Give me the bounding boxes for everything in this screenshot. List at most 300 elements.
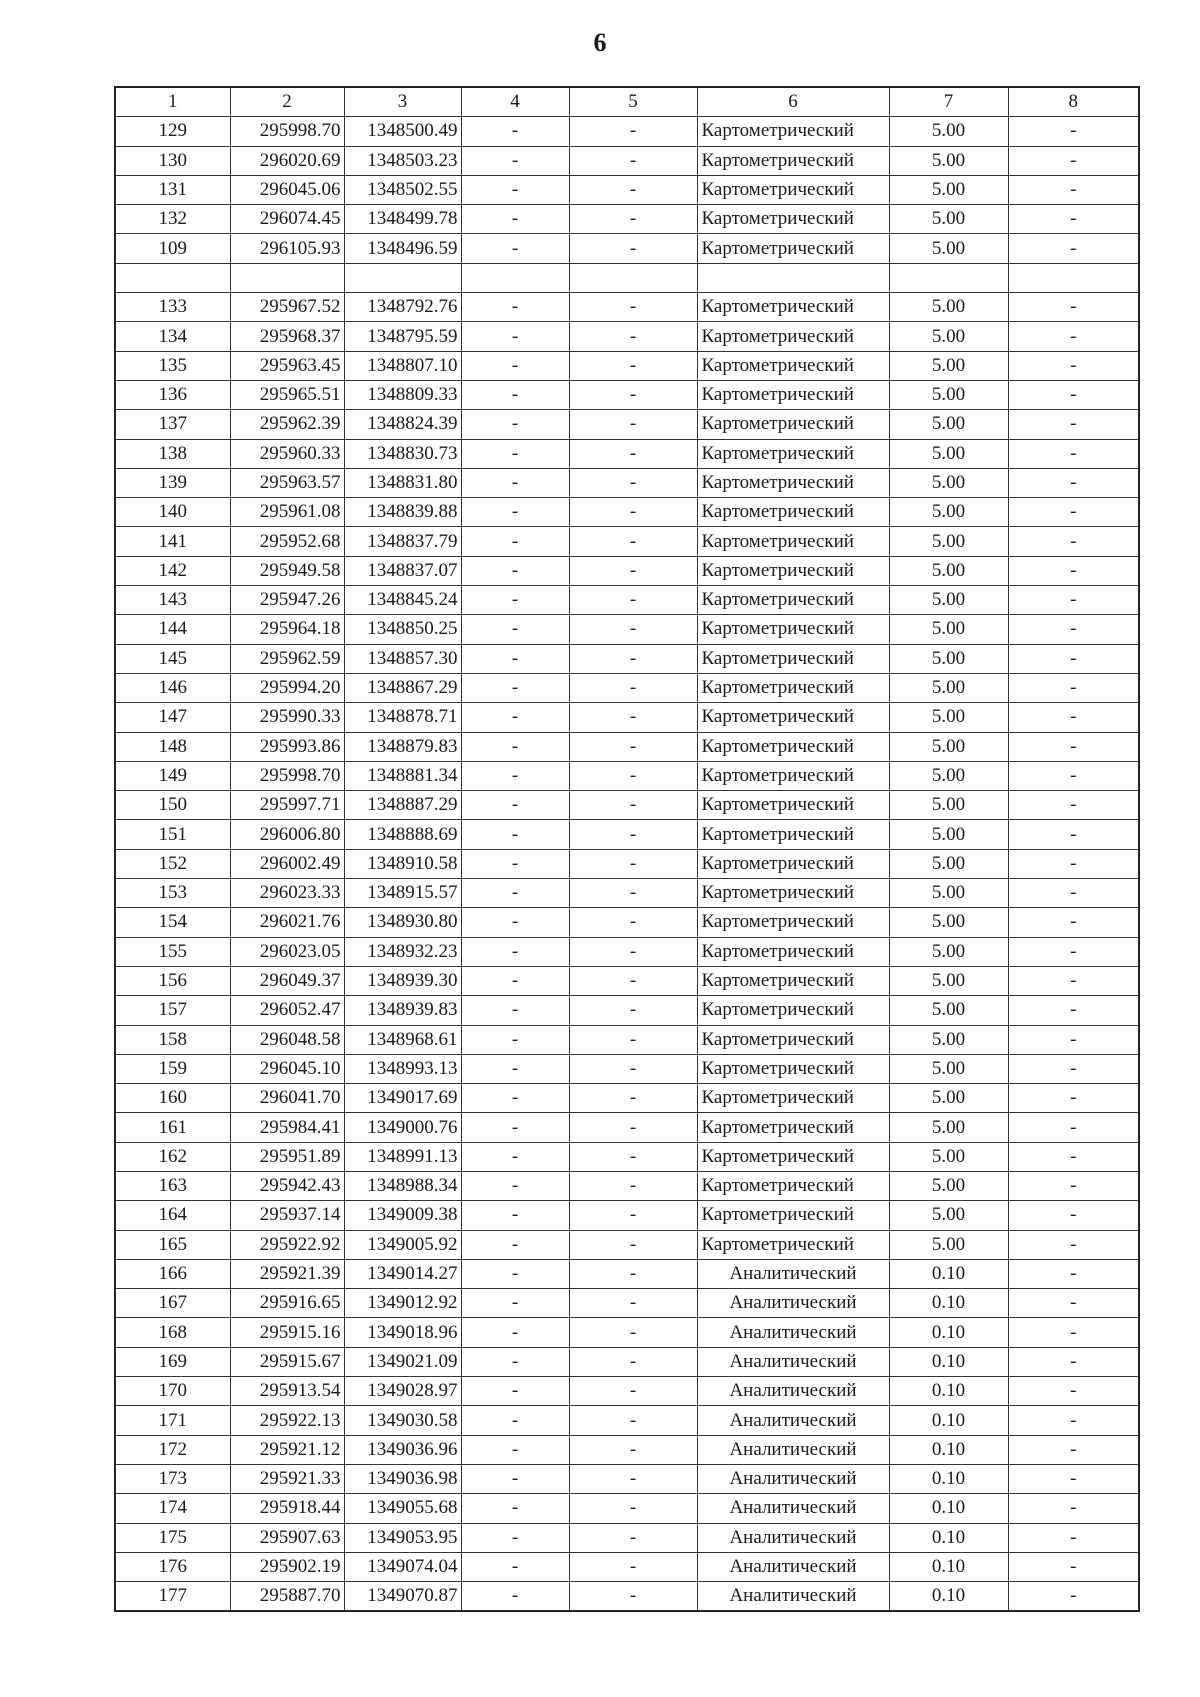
point-number-cell: 177 bbox=[115, 1582, 230, 1612]
table-row bbox=[115, 761, 1139, 790]
col4-cell: - bbox=[461, 1113, 569, 1142]
col4-cell: - bbox=[461, 1523, 569, 1552]
method-cell: Картометрический bbox=[697, 791, 889, 820]
method-cell: Картометрический bbox=[697, 527, 889, 556]
col8-cell: - bbox=[1008, 937, 1139, 966]
precision-cell: 5.00 bbox=[889, 205, 1008, 234]
method-cell: Картометрический bbox=[697, 410, 889, 439]
col5-cell: - bbox=[569, 175, 697, 204]
col8-cell: - bbox=[1008, 1084, 1139, 1113]
point-number-cell: 170 bbox=[115, 1377, 230, 1406]
point-number-cell: 145 bbox=[115, 644, 230, 673]
col5-cell: - bbox=[569, 703, 697, 732]
method-cell: Картометрический bbox=[697, 322, 889, 351]
method-cell bbox=[697, 263, 889, 292]
col4-cell: - bbox=[461, 615, 569, 644]
x-coordinate-cell: 295949.58 bbox=[230, 556, 344, 585]
col5-cell: - bbox=[569, 1142, 697, 1171]
precision-cell: 0.10 bbox=[889, 1435, 1008, 1464]
x-coordinate-cell: 295902.19 bbox=[230, 1552, 344, 1581]
col8-cell: - bbox=[1008, 1377, 1139, 1406]
y-coordinate-cell: 1348857.30 bbox=[344, 644, 461, 673]
table-row bbox=[115, 1084, 1139, 1113]
precision-cell: 5.00 bbox=[889, 791, 1008, 820]
y-coordinate-cell: 1348968.61 bbox=[344, 1025, 461, 1054]
point-number-cell: 152 bbox=[115, 849, 230, 878]
col5-cell: - bbox=[569, 410, 697, 439]
col8-cell: - bbox=[1008, 1464, 1139, 1493]
col4-cell: - bbox=[461, 468, 569, 497]
y-coordinate-cell: 1348839.88 bbox=[344, 498, 461, 527]
precision-cell: 5.00 bbox=[889, 937, 1008, 966]
x-coordinate-cell: 296048.58 bbox=[230, 1025, 344, 1054]
point-number-cell: 143 bbox=[115, 586, 230, 615]
y-coordinate-cell: 1348915.57 bbox=[344, 879, 461, 908]
col4-cell: - bbox=[461, 1201, 569, 1230]
col5-cell: - bbox=[569, 234, 697, 263]
col4-cell: - bbox=[461, 146, 569, 175]
y-coordinate-cell: 1349030.58 bbox=[344, 1406, 461, 1435]
method-cell: Картометрический bbox=[697, 1230, 889, 1259]
y-coordinate-cell: 1349009.38 bbox=[344, 1201, 461, 1230]
col4-cell: - bbox=[461, 322, 569, 351]
y-coordinate-cell: 1349005.92 bbox=[344, 1230, 461, 1259]
col4-cell: - bbox=[461, 1142, 569, 1171]
table-row bbox=[115, 1289, 1139, 1318]
precision-cell: 5.00 bbox=[889, 410, 1008, 439]
method-cell: Аналитический bbox=[697, 1494, 889, 1523]
col5-cell: - bbox=[569, 1318, 697, 1347]
table-row bbox=[115, 1142, 1139, 1171]
method-cell: Картометрический bbox=[697, 761, 889, 790]
col8-cell: - bbox=[1008, 439, 1139, 468]
col8-cell: - bbox=[1008, 556, 1139, 585]
y-coordinate-cell: 1348888.69 bbox=[344, 820, 461, 849]
precision-cell: 5.00 bbox=[889, 996, 1008, 1025]
col8-cell: - bbox=[1008, 1171, 1139, 1200]
table-row bbox=[115, 175, 1139, 204]
y-coordinate-cell: 1348831.80 bbox=[344, 468, 461, 497]
point-number-cell: 154 bbox=[115, 908, 230, 937]
col5-cell: - bbox=[569, 556, 697, 585]
y-coordinate-cell: 1349028.97 bbox=[344, 1377, 461, 1406]
y-coordinate-cell: 1348795.59 bbox=[344, 322, 461, 351]
col8-cell: - bbox=[1008, 527, 1139, 556]
point-number-cell: 160 bbox=[115, 1084, 230, 1113]
method-cell: Аналитический bbox=[697, 1347, 889, 1376]
col4-cell: - bbox=[461, 1054, 569, 1083]
precision-cell: 5.00 bbox=[889, 439, 1008, 468]
x-coordinate-cell: 296045.06 bbox=[230, 175, 344, 204]
col8-cell: - bbox=[1008, 1582, 1139, 1612]
y-coordinate-cell: 1348930.80 bbox=[344, 908, 461, 937]
point-number-cell: 158 bbox=[115, 1025, 230, 1054]
method-cell: Аналитический bbox=[697, 1464, 889, 1493]
point-number-cell bbox=[115, 263, 230, 292]
precision-cell: 5.00 bbox=[889, 1025, 1008, 1054]
table-row bbox=[115, 1582, 1139, 1612]
table-row bbox=[115, 1259, 1139, 1288]
x-coordinate-cell: 295916.65 bbox=[230, 1289, 344, 1318]
col8-cell: - bbox=[1008, 761, 1139, 790]
column-header: 5 bbox=[569, 87, 697, 117]
method-cell: Аналитический bbox=[697, 1259, 889, 1288]
point-number-cell: 174 bbox=[115, 1494, 230, 1523]
y-coordinate-cell: 1348881.34 bbox=[344, 761, 461, 790]
col8-cell: - bbox=[1008, 732, 1139, 761]
method-cell: Картометрический bbox=[697, 351, 889, 380]
precision-cell: 5.00 bbox=[889, 175, 1008, 204]
precision-cell: 5.00 bbox=[889, 556, 1008, 585]
table-row bbox=[115, 117, 1139, 146]
precision-cell: 5.00 bbox=[889, 1171, 1008, 1200]
x-coordinate-cell: 295942.43 bbox=[230, 1171, 344, 1200]
col5-cell: - bbox=[569, 1259, 697, 1288]
col4-cell: - bbox=[461, 791, 569, 820]
x-coordinate-cell: 295993.86 bbox=[230, 732, 344, 761]
y-coordinate-cell: 1348499.78 bbox=[344, 205, 461, 234]
table-row bbox=[115, 820, 1139, 849]
col4-cell: - bbox=[461, 380, 569, 409]
col5-cell: - bbox=[569, 586, 697, 615]
table-row bbox=[115, 791, 1139, 820]
col8-cell: - bbox=[1008, 1113, 1139, 1142]
x-coordinate-cell: 295913.54 bbox=[230, 1377, 344, 1406]
x-coordinate-cell: 295997.71 bbox=[230, 791, 344, 820]
col4-cell: - bbox=[461, 1377, 569, 1406]
y-coordinate-cell bbox=[344, 263, 461, 292]
precision-cell: 0.10 bbox=[889, 1318, 1008, 1347]
method-cell: Аналитический bbox=[697, 1435, 889, 1464]
y-coordinate-cell: 1348792.76 bbox=[344, 293, 461, 322]
x-coordinate-cell: 295964.18 bbox=[230, 615, 344, 644]
col4-cell: - bbox=[461, 1582, 569, 1612]
x-coordinate-cell: 296045.10 bbox=[230, 1054, 344, 1083]
col8-cell: - bbox=[1008, 1552, 1139, 1581]
col8-cell: - bbox=[1008, 322, 1139, 351]
point-number-cell: 159 bbox=[115, 1054, 230, 1083]
col4-cell: - bbox=[461, 498, 569, 527]
col4-cell: - bbox=[461, 820, 569, 849]
precision-cell: 0.10 bbox=[889, 1464, 1008, 1493]
point-number-cell: 137 bbox=[115, 410, 230, 439]
y-coordinate-cell: 1349036.96 bbox=[344, 1435, 461, 1464]
y-coordinate-cell: 1348939.83 bbox=[344, 996, 461, 1025]
method-cell: Картометрический bbox=[697, 439, 889, 468]
table-row bbox=[115, 146, 1139, 175]
col5-cell: - bbox=[569, 761, 697, 790]
column-header: 8 bbox=[1008, 87, 1139, 117]
col5-cell: - bbox=[569, 322, 697, 351]
precision-cell: 5.00 bbox=[889, 527, 1008, 556]
col8-cell: - bbox=[1008, 879, 1139, 908]
x-coordinate-cell: 295960.33 bbox=[230, 439, 344, 468]
point-number-cell: 169 bbox=[115, 1347, 230, 1376]
col8-cell: - bbox=[1008, 1318, 1139, 1347]
col4-cell: - bbox=[461, 1318, 569, 1347]
y-coordinate-cell: 1348867.29 bbox=[344, 673, 461, 702]
method-cell: Картометрический bbox=[697, 1054, 889, 1083]
y-coordinate-cell: 1348502.55 bbox=[344, 175, 461, 204]
x-coordinate-cell: 296049.37 bbox=[230, 966, 344, 995]
precision-cell: 0.10 bbox=[889, 1289, 1008, 1318]
col8-cell: - bbox=[1008, 117, 1139, 146]
col5-cell: - bbox=[569, 205, 697, 234]
table-row bbox=[115, 293, 1139, 322]
point-number-cell: 149 bbox=[115, 761, 230, 790]
col5-cell: - bbox=[569, 1406, 697, 1435]
precision-cell: 5.00 bbox=[889, 1230, 1008, 1259]
point-number-cell: 141 bbox=[115, 527, 230, 556]
col4-cell: - bbox=[461, 996, 569, 1025]
col8-cell: - bbox=[1008, 1142, 1139, 1171]
point-number-cell: 151 bbox=[115, 820, 230, 849]
col5-cell: - bbox=[569, 673, 697, 702]
point-number-cell: 129 bbox=[115, 117, 230, 146]
x-coordinate-cell: 295887.70 bbox=[230, 1582, 344, 1612]
col8-cell: - bbox=[1008, 351, 1139, 380]
y-coordinate-cell: 1348500.49 bbox=[344, 117, 461, 146]
col5-cell: - bbox=[569, 1435, 697, 1464]
y-coordinate-cell: 1348878.71 bbox=[344, 703, 461, 732]
table-row bbox=[115, 498, 1139, 527]
col4-cell: - bbox=[461, 673, 569, 702]
col4-cell: - bbox=[461, 732, 569, 761]
x-coordinate-cell: 295994.20 bbox=[230, 673, 344, 702]
table-row bbox=[115, 1552, 1139, 1581]
col4-cell: - bbox=[461, 556, 569, 585]
method-cell: Картометрический bbox=[697, 556, 889, 585]
col4-cell: - bbox=[461, 966, 569, 995]
col8-cell: - bbox=[1008, 1201, 1139, 1230]
point-number-cell: 162 bbox=[115, 1142, 230, 1171]
point-number-cell: 109 bbox=[115, 234, 230, 263]
point-number-cell: 163 bbox=[115, 1171, 230, 1200]
col5-cell bbox=[569, 263, 697, 292]
col8-cell: - bbox=[1008, 410, 1139, 439]
precision-cell: 5.00 bbox=[889, 380, 1008, 409]
col5-cell: - bbox=[569, 498, 697, 527]
y-coordinate-cell: 1348887.29 bbox=[344, 791, 461, 820]
col5-cell: - bbox=[569, 1289, 697, 1318]
y-coordinate-cell: 1349014.27 bbox=[344, 1259, 461, 1288]
method-cell: Аналитический bbox=[697, 1289, 889, 1318]
page-number: 6 bbox=[593, 28, 607, 57]
y-coordinate-cell: 1348807.10 bbox=[344, 351, 461, 380]
method-cell: Картометрический bbox=[697, 673, 889, 702]
precision-cell: 5.00 bbox=[889, 703, 1008, 732]
col5-cell: - bbox=[569, 1113, 697, 1142]
table-row bbox=[115, 1318, 1139, 1347]
x-coordinate-cell: 296052.47 bbox=[230, 996, 344, 1025]
col8-cell: - bbox=[1008, 615, 1139, 644]
col4-cell: - bbox=[461, 1435, 569, 1464]
method-cell: Картометрический bbox=[697, 908, 889, 937]
col5-cell: - bbox=[569, 996, 697, 1025]
precision-cell: 5.00 bbox=[889, 146, 1008, 175]
col4-cell: - bbox=[461, 117, 569, 146]
x-coordinate-cell: 295961.08 bbox=[230, 498, 344, 527]
table-row bbox=[115, 937, 1139, 966]
col5-cell: - bbox=[569, 439, 697, 468]
table-row bbox=[115, 1230, 1139, 1259]
table-row bbox=[115, 322, 1139, 351]
point-number-cell: 131 bbox=[115, 175, 230, 204]
col5-cell: - bbox=[569, 615, 697, 644]
method-cell: Картометрический bbox=[697, 1201, 889, 1230]
col5-cell: - bbox=[569, 1377, 697, 1406]
method-cell: Картометрический bbox=[697, 1142, 889, 1171]
table-header-row bbox=[115, 87, 1139, 117]
point-number-cell: 134 bbox=[115, 322, 230, 351]
point-number-cell: 176 bbox=[115, 1552, 230, 1581]
precision-cell: 0.10 bbox=[889, 1347, 1008, 1376]
point-number-cell: 138 bbox=[115, 439, 230, 468]
method-cell: Картометрический bbox=[697, 586, 889, 615]
x-coordinate-cell: 296021.76 bbox=[230, 908, 344, 937]
x-coordinate-cell: 295984.41 bbox=[230, 1113, 344, 1142]
col8-cell: - bbox=[1008, 146, 1139, 175]
table-row bbox=[115, 1464, 1139, 1493]
col4-cell: - bbox=[461, 908, 569, 937]
y-coordinate-cell: 1348993.13 bbox=[344, 1054, 461, 1083]
col4-cell: - bbox=[461, 849, 569, 878]
point-number-cell: 132 bbox=[115, 205, 230, 234]
col4-cell: - bbox=[461, 439, 569, 468]
col8-cell: - bbox=[1008, 908, 1139, 937]
col8-cell: - bbox=[1008, 1494, 1139, 1523]
x-coordinate-cell: 295918.44 bbox=[230, 1494, 344, 1523]
precision-cell bbox=[889, 263, 1008, 292]
y-coordinate-cell: 1348496.59 bbox=[344, 234, 461, 263]
y-coordinate-cell: 1349036.98 bbox=[344, 1464, 461, 1493]
y-coordinate-cell: 1348932.23 bbox=[344, 937, 461, 966]
method-cell: Картометрический bbox=[697, 175, 889, 204]
precision-cell: 5.00 bbox=[889, 234, 1008, 263]
precision-cell: 5.00 bbox=[889, 820, 1008, 849]
col5-cell: - bbox=[569, 146, 697, 175]
point-number-cell: 173 bbox=[115, 1464, 230, 1493]
table-row bbox=[115, 1377, 1139, 1406]
y-coordinate-cell: 1348988.34 bbox=[344, 1171, 461, 1200]
point-number-cell: 148 bbox=[115, 732, 230, 761]
table-row bbox=[115, 586, 1139, 615]
col5-cell: - bbox=[569, 527, 697, 556]
y-coordinate-cell: 1348910.58 bbox=[344, 849, 461, 878]
column-header: 7 bbox=[889, 87, 1008, 117]
x-coordinate-cell: 295965.51 bbox=[230, 380, 344, 409]
precision-cell: 5.00 bbox=[889, 849, 1008, 878]
col5-cell: - bbox=[569, 1025, 697, 1054]
table-row bbox=[115, 556, 1139, 585]
col8-cell: - bbox=[1008, 1230, 1139, 1259]
precision-cell: 5.00 bbox=[889, 1084, 1008, 1113]
x-coordinate-cell: 295962.59 bbox=[230, 644, 344, 673]
y-coordinate-cell: 1349070.87 bbox=[344, 1582, 461, 1612]
method-cell: Аналитический bbox=[697, 1406, 889, 1435]
col4-cell: - bbox=[461, 644, 569, 673]
precision-cell: 5.00 bbox=[889, 1142, 1008, 1171]
table-row bbox=[115, 1054, 1139, 1083]
precision-cell: 5.00 bbox=[889, 644, 1008, 673]
point-number-cell: 135 bbox=[115, 351, 230, 380]
method-cell: Картометрический bbox=[697, 1171, 889, 1200]
precision-cell: 5.00 bbox=[889, 615, 1008, 644]
col8-cell: - bbox=[1008, 1259, 1139, 1288]
col4-cell: - bbox=[461, 1025, 569, 1054]
col8-cell bbox=[1008, 263, 1139, 292]
table-row bbox=[115, 1435, 1139, 1464]
method-cell: Картометрический bbox=[697, 293, 889, 322]
y-coordinate-cell: 1349017.69 bbox=[344, 1084, 461, 1113]
x-coordinate-cell: 295937.14 bbox=[230, 1201, 344, 1230]
point-number-cell: 175 bbox=[115, 1523, 230, 1552]
col8-cell: - bbox=[1008, 1289, 1139, 1318]
precision-cell: 5.00 bbox=[889, 879, 1008, 908]
x-coordinate-cell: 296105.93 bbox=[230, 234, 344, 263]
method-cell: Картометрический bbox=[697, 1113, 889, 1142]
precision-cell: 0.10 bbox=[889, 1552, 1008, 1581]
y-coordinate-cell: 1348830.73 bbox=[344, 439, 461, 468]
col5-cell: - bbox=[569, 468, 697, 497]
column-header: 2 bbox=[230, 87, 344, 117]
point-number-cell: 172 bbox=[115, 1435, 230, 1464]
table-body bbox=[115, 87, 1139, 1611]
col8-cell: - bbox=[1008, 234, 1139, 263]
col5-cell: - bbox=[569, 937, 697, 966]
point-number-cell: 140 bbox=[115, 498, 230, 527]
method-cell: Картометрический bbox=[697, 498, 889, 527]
point-number-cell: 167 bbox=[115, 1289, 230, 1318]
col8-cell: - bbox=[1008, 996, 1139, 1025]
col4-cell: - bbox=[461, 1084, 569, 1113]
col4-cell: - bbox=[461, 234, 569, 263]
col5-cell: - bbox=[569, 1084, 697, 1113]
point-number-cell: 147 bbox=[115, 703, 230, 732]
col5-cell: - bbox=[569, 879, 697, 908]
method-cell: Картометрический bbox=[697, 879, 889, 908]
col5-cell: - bbox=[569, 732, 697, 761]
x-coordinate-cell: 295907.63 bbox=[230, 1523, 344, 1552]
col4-cell: - bbox=[461, 175, 569, 204]
method-cell: Картометрический bbox=[697, 117, 889, 146]
x-coordinate-cell: 295922.92 bbox=[230, 1230, 344, 1259]
col5-cell: - bbox=[569, 1464, 697, 1493]
x-coordinate-cell: 295951.89 bbox=[230, 1142, 344, 1171]
precision-cell: 5.00 bbox=[889, 293, 1008, 322]
x-coordinate-cell: 295967.52 bbox=[230, 293, 344, 322]
method-cell: Картометрический bbox=[697, 615, 889, 644]
precision-cell: 5.00 bbox=[889, 1201, 1008, 1230]
x-coordinate-cell: 295915.16 bbox=[230, 1318, 344, 1347]
col4-cell: - bbox=[461, 293, 569, 322]
table-row bbox=[115, 1347, 1139, 1376]
col5-cell: - bbox=[569, 380, 697, 409]
col8-cell: - bbox=[1008, 1523, 1139, 1552]
y-coordinate-cell: 1349074.04 bbox=[344, 1552, 461, 1581]
y-coordinate-cell: 1348879.83 bbox=[344, 732, 461, 761]
col4-cell: - bbox=[461, 937, 569, 966]
precision-cell: 5.00 bbox=[889, 673, 1008, 702]
col4-cell: - bbox=[461, 879, 569, 908]
method-cell: Картометрический bbox=[697, 644, 889, 673]
precision-cell: 5.00 bbox=[889, 966, 1008, 995]
col4-cell: - bbox=[461, 1230, 569, 1259]
method-cell: Картометрический bbox=[697, 937, 889, 966]
table-row bbox=[115, 644, 1139, 673]
precision-cell: 0.10 bbox=[889, 1406, 1008, 1435]
col8-cell: - bbox=[1008, 1406, 1139, 1435]
